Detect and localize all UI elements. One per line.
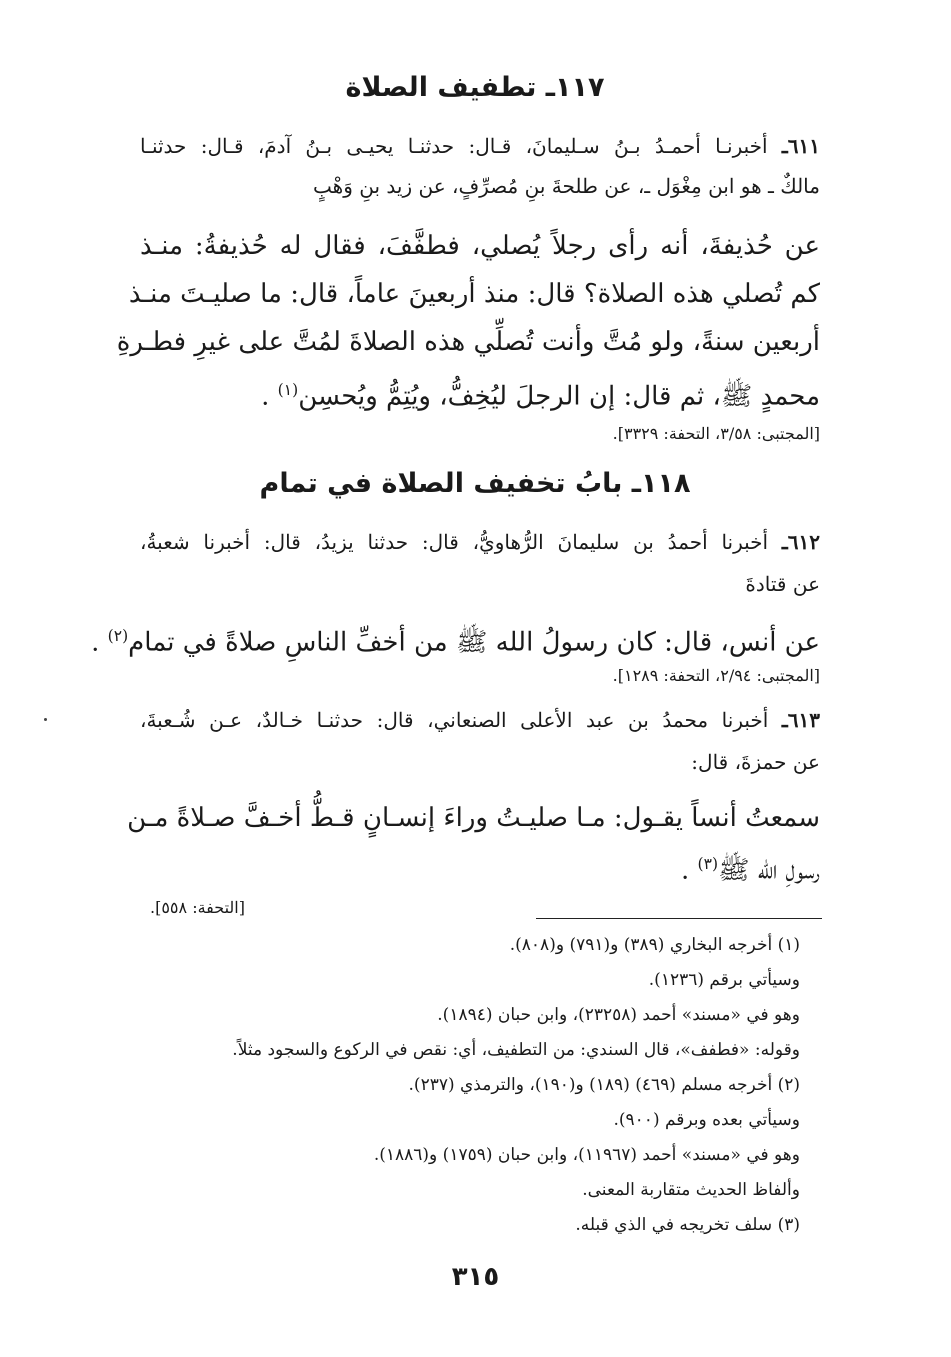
full-stop: . (91, 627, 108, 658)
hadith-611-matn-line4 (140, 366, 820, 421)
footnote-mark-1: (١) (277, 381, 299, 399)
isnad-text: أخبرنا أحمدُ بن سليمانَ الرُّهاويُّ، قال: حدثنا يزيدُ، قال: أخبرنا شعبةُ، (140, 530, 782, 554)
page-number: ٣١٥ (451, 1262, 500, 1292)
matn-text: رسولِ الله ﷺ (718, 855, 820, 886)
hadith-613-reference: [التحفة: ٥٥٨]. (150, 898, 245, 917)
footnote-line: (٣) سلف تخريجه في الذي قبله. (575, 1215, 800, 1235)
hadith-612-isnad-line1 (140, 524, 820, 560)
hadith-613-matn-line2 (140, 840, 820, 895)
hadith-611-reference: [المجتبى: ٣/٥٨، التحفة: ٣٣٢٩]. (612, 424, 820, 443)
matn-text: عن أنس، قال: كان رسولُ الله ﷺ من أخفِّ الناسِ صلاةً في تمام (128, 627, 820, 658)
hadith-612-reference: [المجتبى: ٢/٩٤، التحفة: ١٢٨٩]. (612, 666, 820, 685)
footnote-line: (٢) أخرجه مسلم (٤٦٩) (١٨٩) و(١٩٠)، والترمذي (٢٣٧). (408, 1075, 800, 1095)
chapter-heading-117: ١١٧ـ تطفيف الصلاة (345, 72, 605, 103)
footnote-line: (١) أخرجه البخاري (٣٨٩) و(٧٩١) و(٨٠٨). (509, 935, 800, 955)
full-stop: . (261, 381, 278, 412)
hadith-613-isnad-line1 (140, 702, 820, 738)
hadith-611-matn-line1: عن حُذيفةَ، أنه رأى رجلاً يُصلي، فطفَّفَ، فقال له حُذيفةُ: منـذ (140, 231, 820, 261)
hadith-611-matn-line3: أربعين سنةً، ولو مُتَّ وأنت تُصلِّي هذه الصلاةَ لمُتَّ على غيرِ فطـرةِ (116, 327, 820, 357)
hadith-611-isnad-line1 (140, 128, 820, 164)
footnote-line: وسيأتي بعده وبرقم (٩٠٠). (613, 1110, 800, 1130)
footnote-mark-3: (٣) (697, 855, 719, 873)
footnote-line: وهو في «مسند» أحمد (١١٩٦٧)، وابن حبان (١٧٥٩) و(١٨٨٦). (373, 1145, 800, 1165)
footnote-line: وألفاظ الحديث متقاربة المعنى. (582, 1180, 800, 1200)
isnad-text: أخبرنـا أحمـدُ بـنُ سـليمانَ، قـال: حدثنـا يحيـى بـنُ آدمَ، قـال: حدثنـا (140, 134, 782, 158)
hadith-611-matn-line2: كم تُصلي هذه الصلاة؟ قال: منذ أربعينَ عاماً، قال: ما صليـتَ منـذ (128, 279, 820, 309)
footnote-separator (536, 918, 822, 919)
isnad-text: أخبرنا محمدُ بن عبد الأعلى الصنعاني، قال: حدثنـا خـالدٌ، عـن شُـعبةَ، (140, 708, 782, 732)
hadith-613-matn-line1: سمعتُ أنساً يقـول: مـا صليـتُ وراءَ إنسـانٍ قـطُّ أخـفَّ صـلاةً مـن (127, 803, 820, 833)
hadith-611-isnad-line2: مالكٌ ـ هو ابن مِغْوَل ـ، عن طلحةَ بنِ مُصرِّفٍ، عن زيد بنِ وَهْبٍ (313, 174, 820, 198)
hadith-612-matn (91, 612, 820, 667)
footnote-mark-2: (٢) (107, 627, 129, 645)
footnote-line: وقوله: «فطفف»، قال السندي: من التطفيف، أي: نقص في الركوع والسجود مثلاً. (232, 1040, 800, 1060)
footnote-line: وهو في «مسند» أحمد (٢٣٢٥٨)، وابن حبان (١٨٩٤). (437, 1005, 800, 1025)
hadith-number: ٦١١ـ (781, 134, 820, 158)
matn-text: محمدٍ ﷺ، ثم قال: إن الرجلَ ليُخِفُّ، ويُتِمُّ ويُحسِن (298, 381, 820, 412)
hadith-613-isnad-line2: عن حمزةَ، قال: (691, 750, 820, 774)
hadith-612-isnad-line2: عن قتادةَ (745, 572, 820, 596)
footnote-line: وسيأتي برقم (١٢٣٦). (648, 970, 800, 990)
full-stop: . (680, 855, 698, 886)
scan-speck (44, 718, 47, 721)
footnotes (150, 928, 800, 1243)
chapter-heading-118: ١١٨ـ بابُ تخفيف الصلاة في تمام (259, 468, 691, 499)
hadith-number: ٦١٣ـ (781, 708, 820, 732)
hadith-number: ٦١٢ـ (781, 530, 821, 554)
